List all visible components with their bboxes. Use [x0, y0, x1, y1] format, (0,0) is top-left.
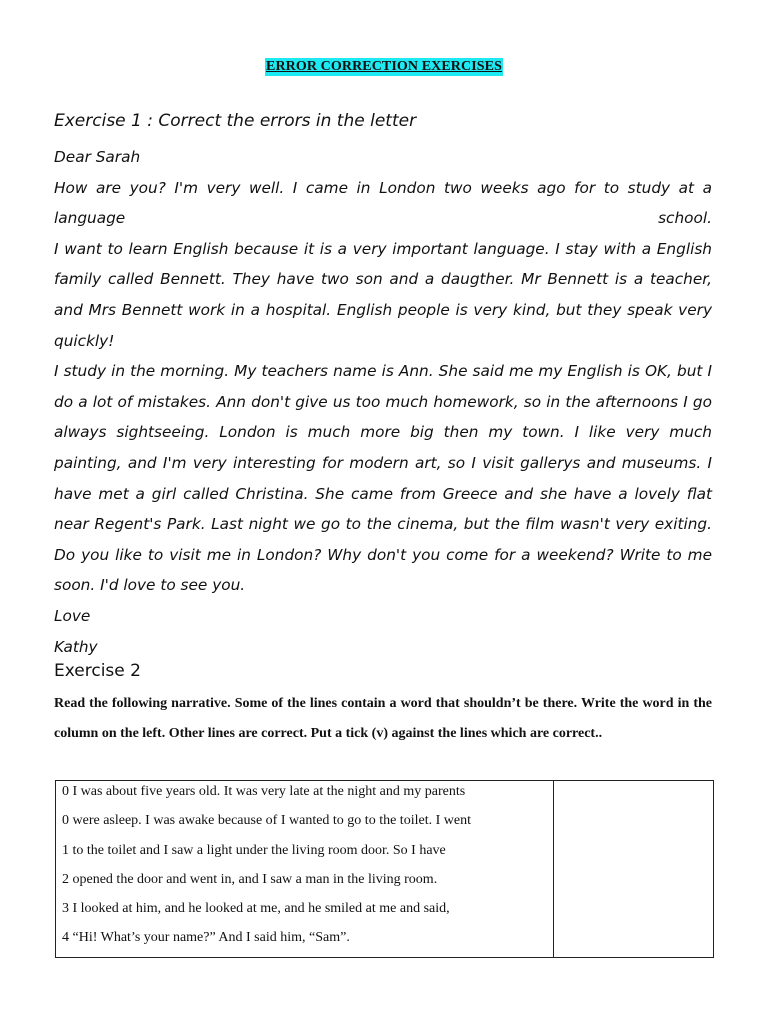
- letter-greeting: Dear Sarah: [54, 148, 141, 166]
- page-title: [0, 57, 768, 75]
- narrative-line: 1 to the toilet and I saw a light under the living room door. So I have: [62, 842, 446, 858]
- narrative-table: [55, 780, 714, 958]
- exercise-2-instructions: Read the following narrative. Some of the lines contain a word that shouldn’t be there. Write the word in the column on the left. Other lines are correct. Put a tick (v) against the lines which are correct..: [54, 696, 712, 741]
- title-text: ERROR CORRECTION EXERCISES: [266, 59, 502, 74]
- exercise-2-heading: Exercise 2: [54, 661, 141, 681]
- narrative-line: 4 “Hi! What’s your name?” And I said him, “Sam”.: [62, 930, 350, 946]
- narrative-line: 3 I looked at him, and he looked at me, and he smiled at me and said,: [62, 901, 450, 917]
- letter-closing: Love: [54, 606, 91, 625]
- narrative-line: 0 were asleep. I was awake because of I wanted to go to the toilet. I went: [62, 813, 471, 829]
- letter-signature: Kathy: [54, 637, 98, 656]
- narrative-line: 0 I was about five years old. It was very late at the night and my parents: [62, 784, 466, 799]
- letter-paragraph: I want to learn English because it is a very important language. I stay with a English family called Bennett. They have two son and a daugther. Mr Bennett is a teacher, and Mrs Bennett work in a hospital. English people is very kind, but they speak very quickly!: [54, 239, 712, 350]
- exercise-1-heading: Exercise 1 : Correct the errors in the letter: [54, 111, 417, 131]
- answer-column-cell[interactable]: [554, 781, 714, 958]
- narrative-line: 2 opened the door and went in, and I saw a man in the living room.: [62, 871, 438, 887]
- narrative-text-cell: [56, 781, 554, 958]
- letter-paragraph: How are you? I'm very well. I came in London two weeks ago for to study at a language school.: [54, 178, 712, 228]
- letter-body: [54, 142, 712, 662]
- letter-paragraph: I study in the morning. My teachers name is Ann. She said me my English is OK, but I do a lot of mistakes. Ann don't give us too much homework, so in the afternoons I go always sightseeing. London is much more big then my town. I like very much painting, and I'm very interesting for modern art, so I visit gallerys and museums. I have met a girl called Christina. She came from Greece and she have a lovely flat near Regent's Park. Last night we go to the cinema, but the film wasn't very exiting. Do you like to visit me in London? Why don't you come for a weekend? Write to me soon. I'd love to see you.: [54, 362, 712, 595]
